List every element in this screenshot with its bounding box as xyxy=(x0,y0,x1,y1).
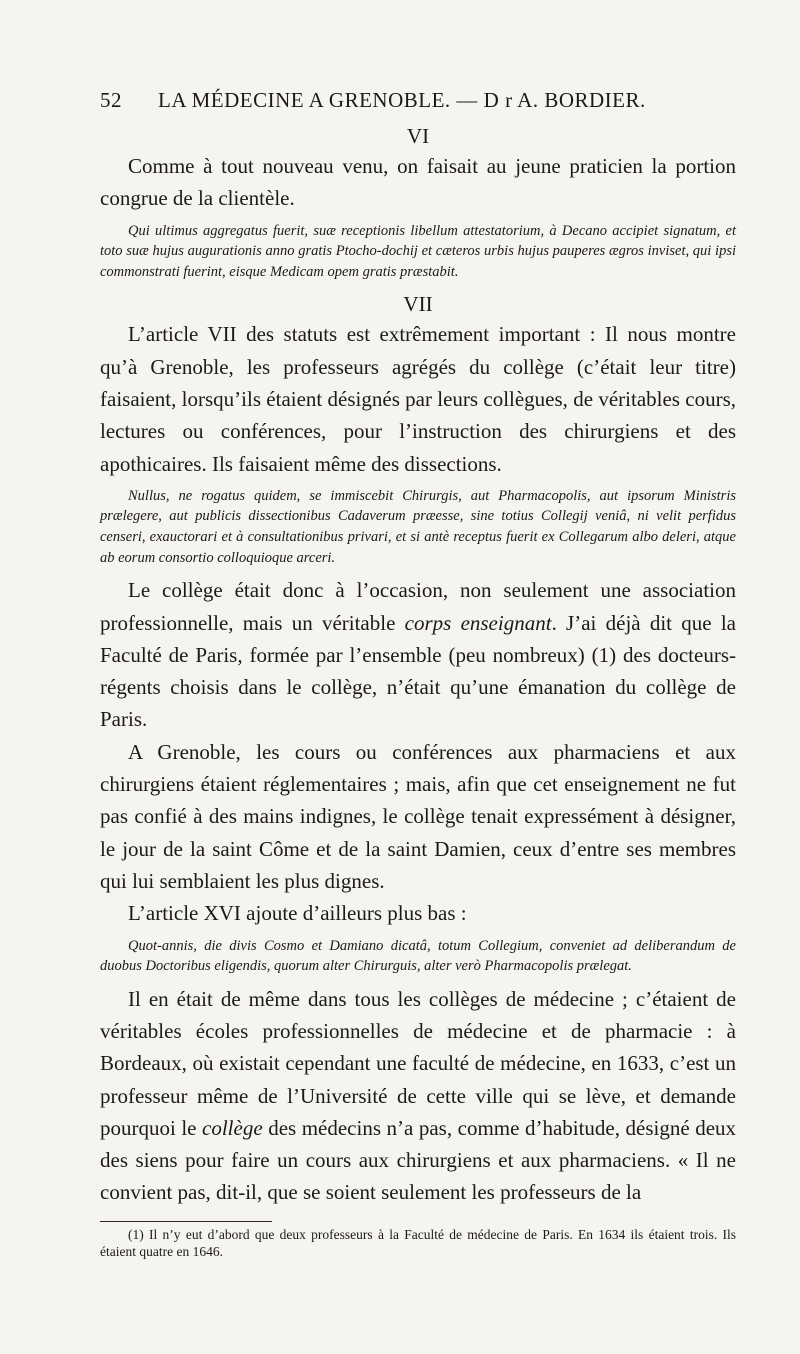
running-header xyxy=(100,88,736,116)
paragraph-colleges-medecine xyxy=(100,983,736,1209)
paragraph-corps-enseignant xyxy=(100,574,736,735)
paragraph-grenoble-cours: A Grenoble, les cours ou conférences aux pharmaciens et aux chirurgiens étaient réglementaires ; mais, afin que cet enseignement ne fut pas confié à des mains indignes, le collège tenait expressément à désigner, le jour de la saint Côme et de la saint Damien, ceux d’entre ses membres qui lui semblaient les plus dignes. xyxy=(100,739,736,893)
text-segment: . J’ai déjà dit que la Faculté de Paris, formée par l’ensemble (peu nombreux) (1) des docteurs-régents choisis dans le collège, n’était qu’une émanation du collège de Paris. xyxy=(100,610,736,732)
text-segment: des médecins n’a pas, comme d’habitude, désigné deux des siens pour faire un cours aux chirurgiens et aux pharmaciens. « Il ne convient pas, dit-il, que se soient seulement les professeurs de la xyxy=(100,1115,737,1205)
text-segment: Il en était de même dans tous les collèges de médecine ; c’étaient de véritables écoles professionnelles de médecine et de pharmacie : à Bordeaux, où existait cependant une faculté de médecine, en 1633, c’est un professeur même de l’Université de cette ville qui se lève, et demande pourquoi le xyxy=(100,986,736,1140)
section-number-vi: VI xyxy=(406,124,430,148)
text-segment: Le collège était donc à l’occasion, non seulement une association professionnelle, mais un véritable xyxy=(100,578,736,635)
footnote: (1) Il n’y eut d’abord que deux professeurs à la Faculté de médecine de Paris. En 1634 ils étaient trois. Ils étaient quatre en 1646. xyxy=(100,1226,736,1259)
book-page xyxy=(100,88,736,1260)
latin-quotation-nullus: Nullus, ne rogatus quidem, se immiscebit Chirurgis, aut Pharmacopolis, aut ipsorum Ministris prælegere, aut publicis dissectionibus Cadaverum præesse, sine totius Collegij veniâ, ni velit perfidus censeri, exauctorari et à consultationibus privari, et si antè receptus fuerit ex Collegarum albo deleri, atque ab eorum consortio colloquioque arceri. xyxy=(100,487,736,566)
latin-quotation-quot-annis: Quot-annis, die divis Cosmo et Damiano dicatâ, totum Collegium, conveniet ad deliberandum de duobus Doctoribus eligendis, quorum alter Chirurguis, alter verò Pharmacopolis prælegat. xyxy=(100,937,736,975)
latin-quotation-article-vi: Qui ultimus aggregatus fuerit, suæ receptionis libellum attestatorium, à Decano accipiet signatum, et toto suæ hujus augurationis anno gratis Ptocho-dochij et cæteros urbis hujus pauperes ægros inviset, qui ipsi commonstrati fuerint, eisque Medicam opem gratis præstabit. xyxy=(100,222,736,280)
paragraph-portion-congrue: Comme à tout nouveau venu, on faisait au jeune praticien la portion congrue de la clientèle. xyxy=(100,154,736,211)
section-number-vii: VII xyxy=(403,292,433,317)
paragraph-article-vii: L’article VII des statuts est extrêmement important : Il nous montre qu’à Grenoble, les professeurs agrégés du collège (c’était leur titre) faisaient, lorsqu’ils étaient désignés par leurs collègues, de véritables cours, lectures ou conférences, pour l’instruction des chirurgiens et des apothicaires. Ils faisaient même des dissections. xyxy=(100,322,736,476)
footnote-divider xyxy=(100,1221,272,1222)
running-title: LA MÉDECINE A GRENOBLE. — D r A. BORDIER. xyxy=(158,88,646,112)
emphasis-corps-enseignant: corps enseignant xyxy=(404,610,552,635)
page-number: 52 xyxy=(100,88,122,112)
emphasis-college: collège xyxy=(202,1115,263,1140)
paragraph-article-xvi: L’article XVI ajoute d’ailleurs plus bas : xyxy=(128,901,467,926)
